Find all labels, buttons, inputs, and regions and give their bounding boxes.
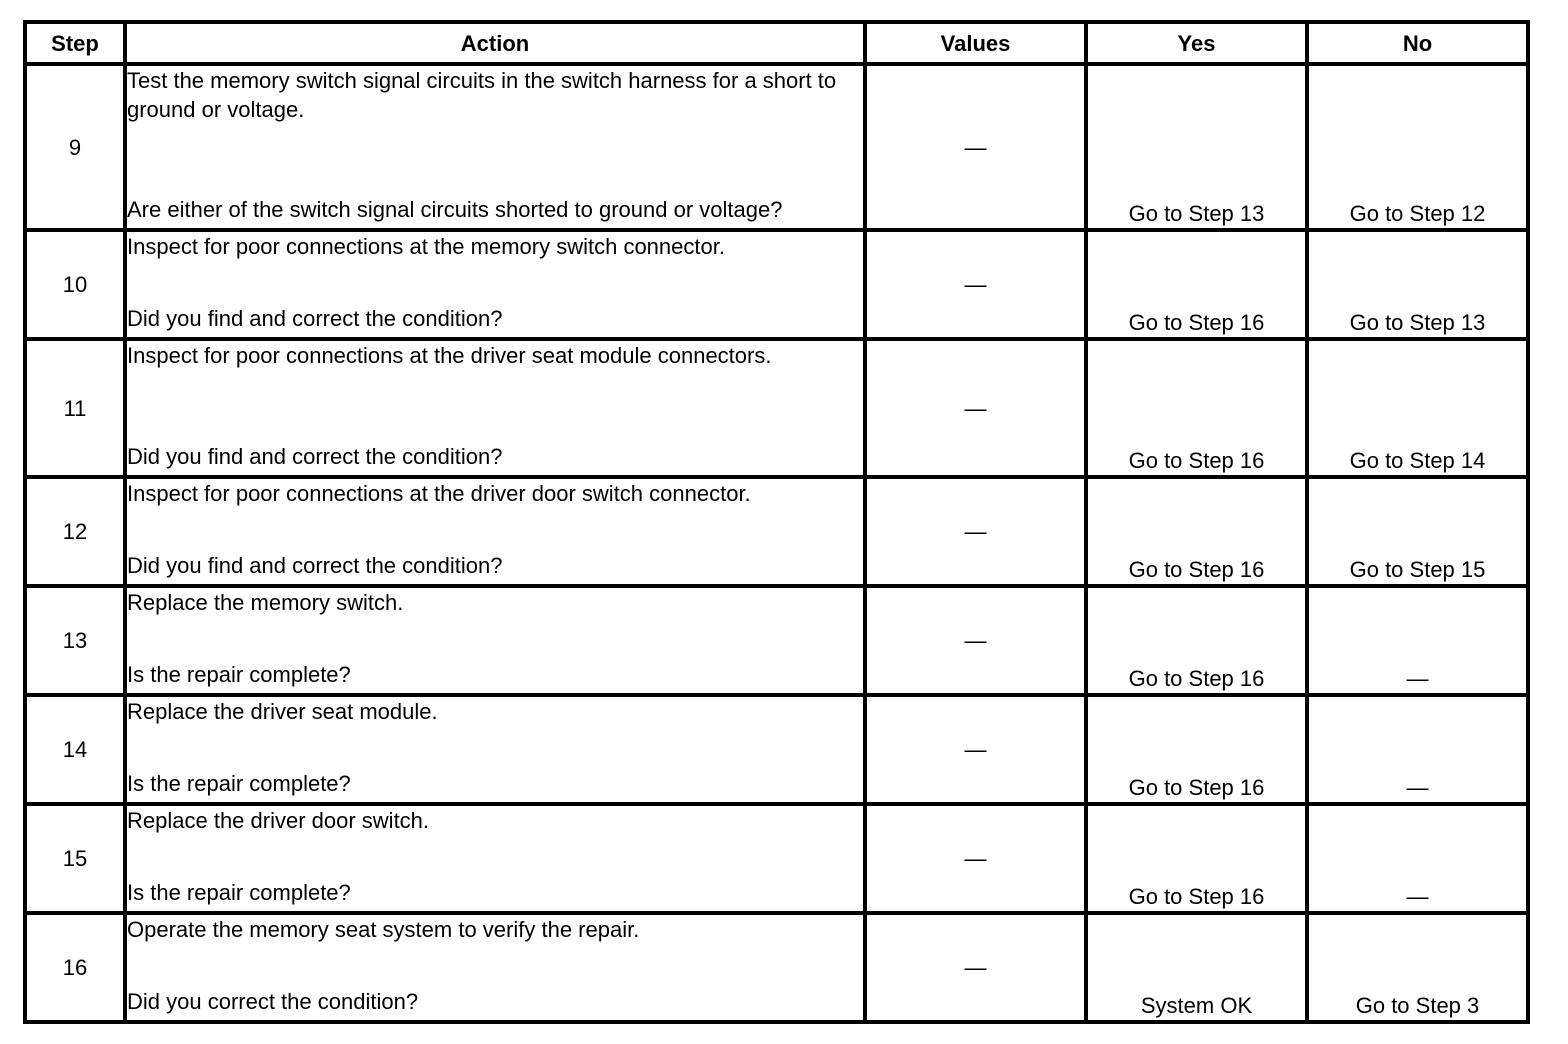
action-instruction: Inspect for poor connections at the driver seat module connectors. <box>127 343 772 368</box>
table-row <box>25 804 1528 913</box>
step-number: 12 <box>25 477 125 586</box>
no-cell: — <box>1307 586 1528 695</box>
table-row <box>25 339 1528 477</box>
values-cell: — <box>865 804 1086 913</box>
no-cell: — <box>1307 804 1528 913</box>
step-number: 11 <box>25 339 125 477</box>
action-instruction: Inspect for poor connections at the memory switch connector. <box>127 234 725 259</box>
values-cell: — <box>865 695 1086 804</box>
values-cell: — <box>865 339 1086 477</box>
action-question: Did you find and correct the condition? <box>127 444 503 469</box>
action-question: Did you find and correct the condition? <box>127 306 503 331</box>
no-cell: — <box>1307 695 1528 804</box>
diagnostic-table <box>23 20 1530 1024</box>
header-action: Action <box>125 22 865 64</box>
step-number: 9 <box>25 64 125 230</box>
values-cell: — <box>865 477 1086 586</box>
values-cell: — <box>865 586 1086 695</box>
step-number: 13 <box>25 586 125 695</box>
action-instruction: Replace the driver seat module. <box>127 699 438 724</box>
table-row <box>25 64 1528 230</box>
action-instruction: Replace the memory switch. <box>127 590 404 615</box>
no-cell: Go to Step 12 <box>1307 64 1528 230</box>
action-question: Is the repair complete? <box>127 662 351 687</box>
action-instruction: Operate the memory seat system to verify the repair. <box>127 917 640 942</box>
table-row <box>25 695 1528 804</box>
action-question: Did you correct the condition? <box>127 989 419 1014</box>
header-values: Values <box>865 22 1086 64</box>
header-step: Step <box>25 22 125 64</box>
action-instruction: Test the memory switch signal circuits in the switch harness for a short to ground or voltage. <box>127 68 837 122</box>
yes-cell: Go to Step 13 <box>1086 64 1307 230</box>
step-number: 15 <box>25 804 125 913</box>
yes-cell: Go to Step 16 <box>1086 695 1307 804</box>
action-cell <box>125 913 865 1022</box>
header-yes: Yes <box>1086 22 1307 64</box>
values-cell: — <box>865 230 1086 339</box>
yes-cell: Go to Step 16 <box>1086 339 1307 477</box>
no-cell: Go to Step 3 <box>1307 913 1528 1022</box>
header-no: No <box>1307 22 1528 64</box>
header-row <box>25 22 1528 64</box>
action-cell <box>125 477 865 586</box>
action-question: Did you find and correct the condition? <box>127 553 503 578</box>
table-row <box>25 913 1528 1022</box>
action-question: Is the repair complete? <box>127 771 351 796</box>
no-cell: Go to Step 13 <box>1307 230 1528 339</box>
values-cell: — <box>865 913 1086 1022</box>
action-question: Is the repair complete? <box>127 880 351 905</box>
table-row <box>25 477 1528 586</box>
no-cell: Go to Step 15 <box>1307 477 1528 586</box>
action-question: Are either of the switch signal circuits shorted to ground or voltage? <box>127 197 783 222</box>
step-number: 16 <box>25 913 125 1022</box>
yes-cell: Go to Step 16 <box>1086 477 1307 586</box>
action-cell <box>125 804 865 913</box>
yes-cell: Go to Step 16 <box>1086 586 1307 695</box>
action-cell <box>125 230 865 339</box>
action-instruction: Replace the driver door switch. <box>127 808 430 833</box>
action-cell <box>125 339 865 477</box>
values-cell: — <box>865 64 1086 230</box>
table-row <box>25 230 1528 339</box>
action-cell <box>125 64 865 230</box>
yes-cell: Go to Step 16 <box>1086 230 1307 339</box>
action-cell <box>125 586 865 695</box>
no-cell: Go to Step 14 <box>1307 339 1528 477</box>
step-number: 14 <box>25 695 125 804</box>
yes-cell: System OK <box>1086 913 1307 1022</box>
action-cell <box>125 695 865 804</box>
action-instruction: Inspect for poor connections at the driver door switch connector. <box>127 481 751 506</box>
table-row <box>25 586 1528 695</box>
step-number: 10 <box>25 230 125 339</box>
yes-cell: Go to Step 16 <box>1086 804 1307 913</box>
